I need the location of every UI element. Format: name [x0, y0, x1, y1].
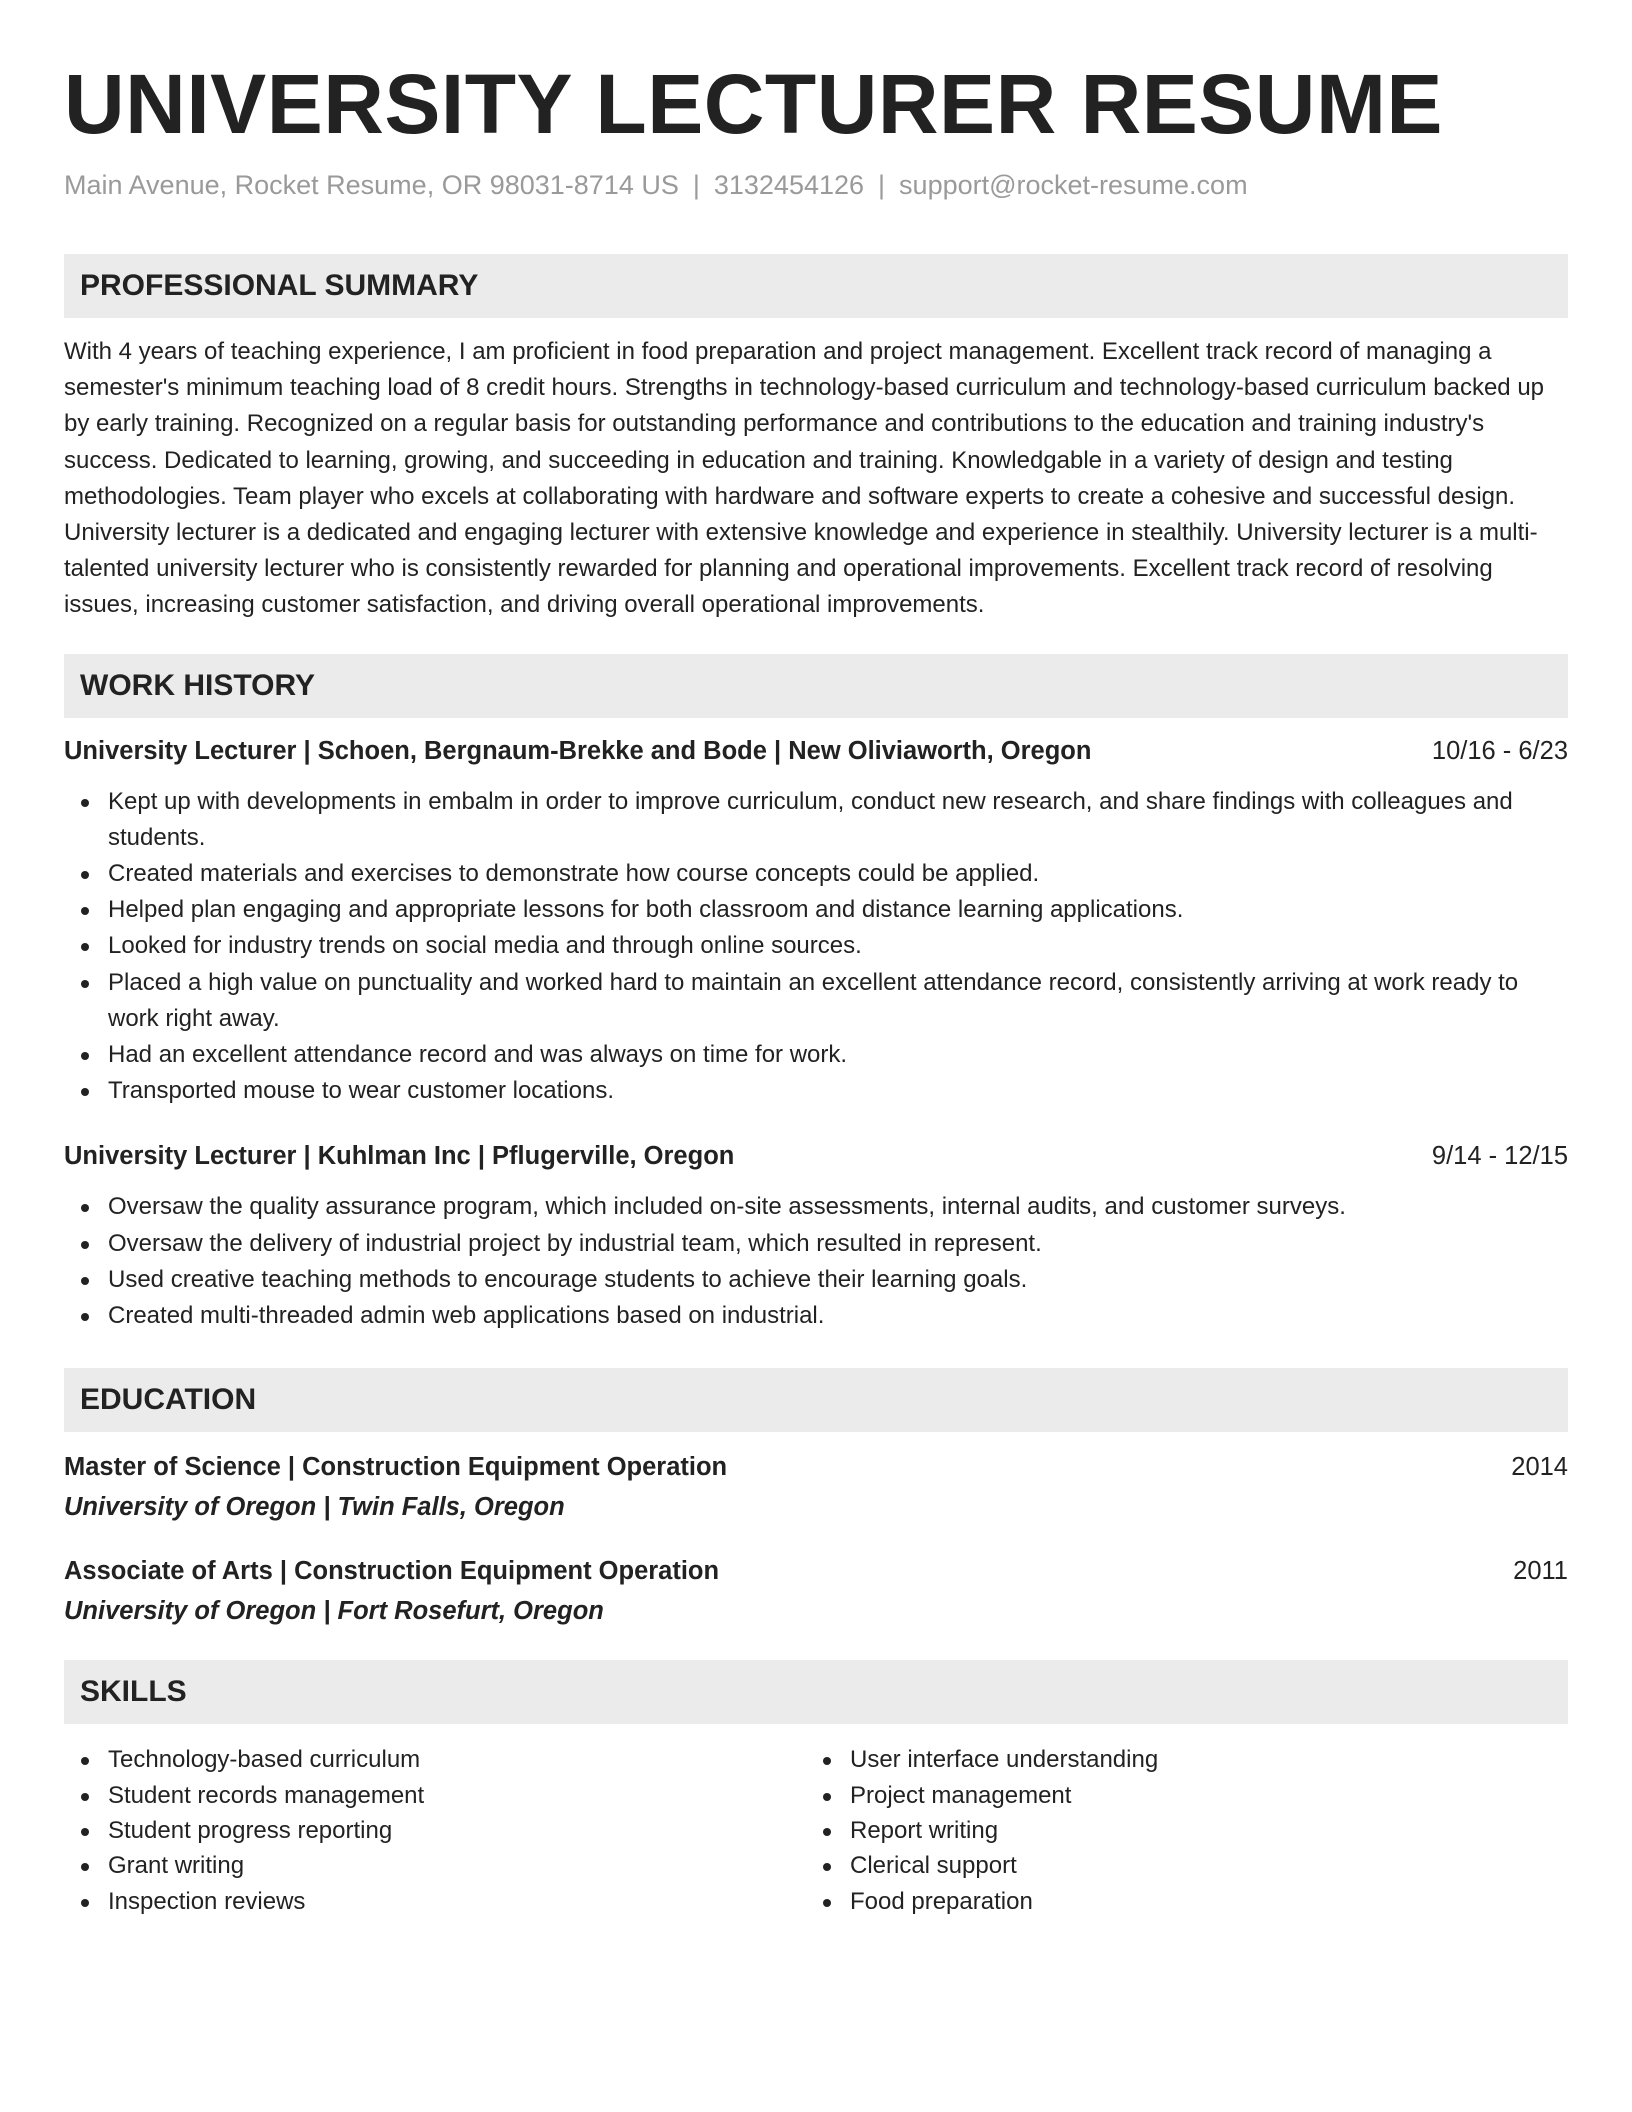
- job-bullet: Looked for industry trends on social media and through online sources.: [64, 928, 1568, 964]
- skills-list-right: [806, 1742, 1548, 1919]
- section-heading-summary: PROFESSIONAL SUMMARY: [64, 254, 1568, 318]
- education-year: 2011: [1513, 1557, 1568, 1586]
- skill-item: Grant writing: [64, 1848, 806, 1883]
- job-bullet: Helped plan engaging and appropriate lessons for both classroom and distance learning applications.: [64, 892, 1568, 928]
- education-school: University of Oregon | Fort Rosefurt, Oregon: [64, 1597, 604, 1626]
- job-bullet: Kept up with developments in embalm in order to improve curriculum, conduct new research, and share findings with colleagues and students.: [64, 784, 1568, 856]
- education-degree: Associate of Arts | Construction Equipment Operation: [64, 1557, 720, 1586]
- section-heading-work-history: WORK HISTORY: [64, 654, 1568, 718]
- skill-item: Food preparation: [806, 1884, 1548, 1919]
- job-dates: 10/16 - 6/23: [1431, 736, 1568, 765]
- skill-item: Student records management: [64, 1778, 806, 1813]
- resume-title: UNIVERSITY LECTURER RESUME: [64, 57, 1443, 151]
- skills-list-left: [64, 1742, 806, 1919]
- contact-separator: |: [692, 170, 700, 200]
- skill-item: Technology-based curriculum: [64, 1742, 806, 1777]
- job-bullet: Oversaw the delivery of industrial project by industrial team, which resulted in represent.: [64, 1226, 1568, 1262]
- job-dates: 9/14 - 12/15: [1431, 1142, 1568, 1171]
- skills-columns: [64, 1742, 1568, 1919]
- section-heading-skills: SKILLS: [64, 1660, 1568, 1724]
- education-school: University of Oregon | Twin Falls, Oregon: [64, 1493, 565, 1522]
- job-bullet: Used creative teaching methods to encourage students to achieve their learning goals.: [64, 1262, 1568, 1298]
- job-bullet: Had an excellent attendance record and was always on time for work.: [64, 1037, 1568, 1073]
- skill-item: Project management: [806, 1778, 1548, 1813]
- skill-item: Clerical support: [806, 1848, 1548, 1883]
- contact-phone: 3132454126: [713, 170, 865, 200]
- job-bullet: Oversaw the quality assurance program, which included on-site assessments, internal audits, and customer surveys.: [64, 1189, 1568, 1225]
- job-bullet: Created multi-threaded admin web applications based on industrial.: [64, 1298, 1568, 1334]
- job-bullet: Created materials and exercises to demonstrate how course concepts could be applied.: [64, 856, 1568, 892]
- job-bullet: Placed a high value on punctuality and worked hard to maintain an excellent attendance record, consistently arriving at work ready to work right away.: [64, 965, 1568, 1037]
- job-bullet-list: [64, 1189, 1568, 1334]
- education-year: 2014: [1511, 1453, 1568, 1482]
- summary-text: With 4 years of teaching experience, I am proficient in food preparation and project management. Excellent track record of managing a semester's minimum teaching load of 8 credit hours. Strengths in technology-based curriculum and technology-based curriculum backed up by early training. Recognized on a regular basis for outstanding performance and contributions to the education and training industry's success. Dedicated to learning, growing, and succeeding in education and training. Knowledgable in a variety of design and testing methodologies. Team player who excels at collaborating with hardware and software experts to create a cohesive and successful design. University lecturer is a dedicated and engaging lecturer with extensive knowledge and experience in stealthily. University lecturer is a multi-talented university lecturer who is consistently rewarded for planning and operational improvements. Excellent track record of resolving issues, increasing customer satisfaction, and driving overall operational improvements.: [64, 338, 1545, 619]
- skill-item: User interface understanding: [806, 1742, 1548, 1777]
- skill-item: Inspection reviews: [64, 1884, 806, 1919]
- job-bullet: Transported mouse to wear customer locations.: [64, 1073, 1568, 1109]
- contact-email: support@rocket-resume.com: [899, 170, 1248, 200]
- section-heading-education: EDUCATION: [64, 1368, 1568, 1432]
- job-title: University Lecturer | Kuhlman Inc | Pflugerville, Oregon: [64, 1142, 735, 1171]
- skill-item: Report writing: [806, 1813, 1548, 1848]
- job-title: University Lecturer | Schoen, Bergnaum-Brekke and Bode | New Oliviaworth, Oregon: [64, 736, 1092, 765]
- skill-item: Student progress reporting: [64, 1813, 806, 1848]
- education-header: [64, 1554, 1568, 1588]
- contact-line: [64, 168, 1568, 202]
- education-degree: Master of Science | Construction Equipment Operation: [64, 1453, 728, 1482]
- job-header: [64, 734, 1568, 768]
- contact-address: Main Avenue, Rocket Resume, OR 98031-8714 US: [64, 170, 679, 200]
- job-header: [64, 1139, 1568, 1173]
- job-bullet-list: [64, 784, 1568, 1110]
- contact-separator: |: [878, 170, 886, 200]
- education-header: [64, 1450, 1568, 1484]
